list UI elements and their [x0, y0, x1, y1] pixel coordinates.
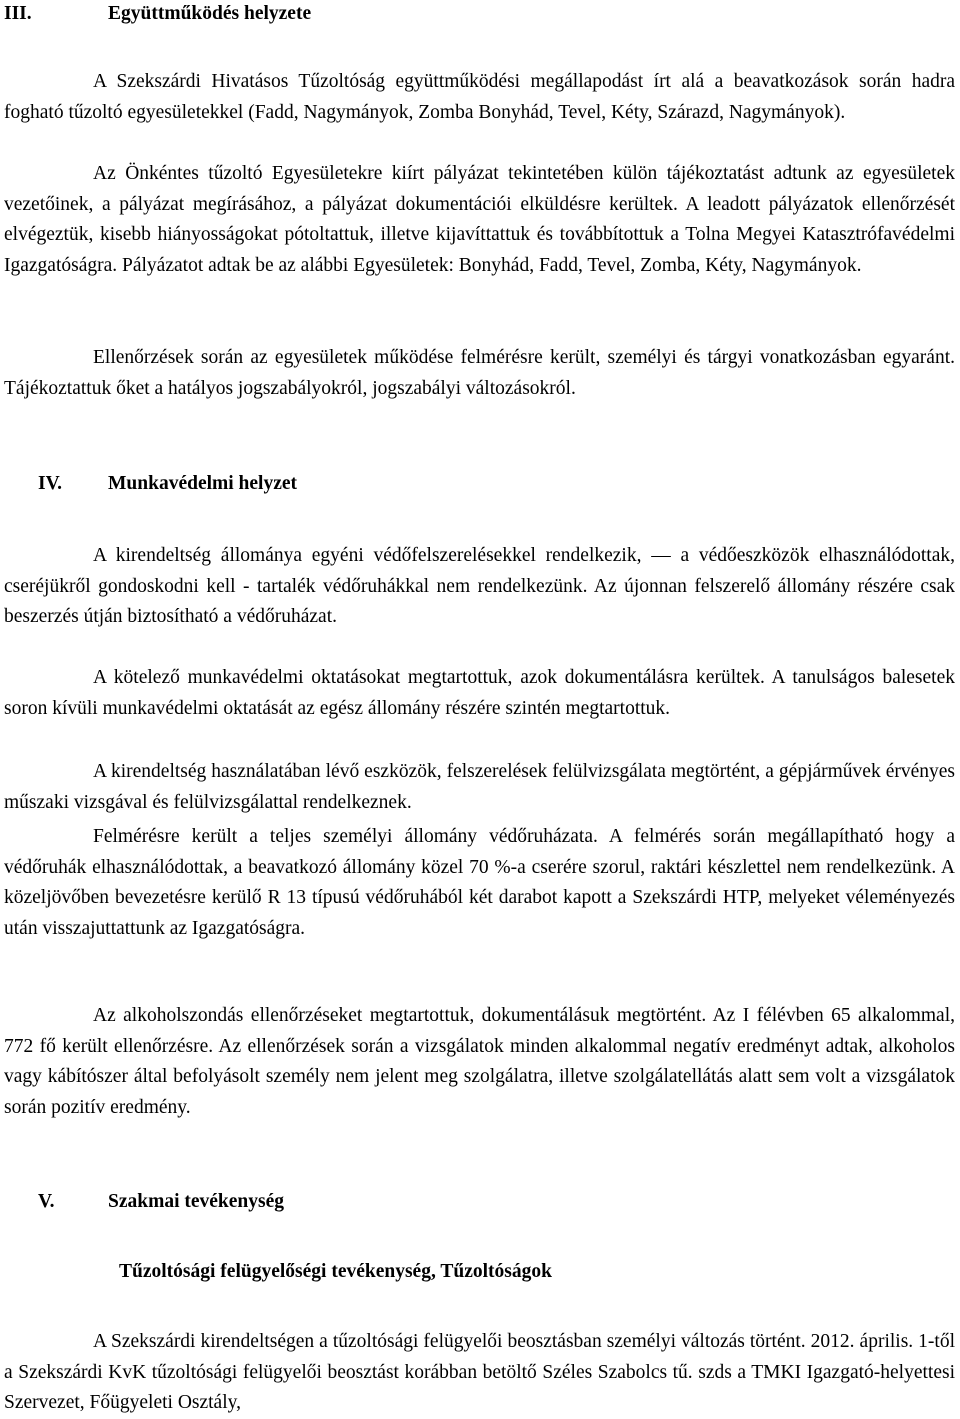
section-number: IV.: [38, 473, 63, 494]
paragraph-cooperation-agreement: A Szekszárdi Hivatásos Tűzoltóság együttműködési megállapodást írt alá a beavatkozások során hadra fogható tűzoltó egyesületekkel (Fadd, Nagymányok, Zomba Bonyhád, Tevel, Kéty, Szárazd, Nagymányok).: [4, 71, 955, 123]
section-title: Munkavédelmi helyzet: [108, 473, 298, 494]
paragraph-safety-training: A kötelező munkavédelmi oktatásokat megtartottuk, azok dokumentálásra kerültek. A tanulságos balesetek soron kívüli munkavédelmi oktatását az egész állomány részére szintén megtartottuk.: [4, 667, 955, 719]
section-heading-iv: [4, 473, 297, 495]
section-title: Szakmai tevékenység: [108, 1191, 285, 1212]
section-number: III.: [4, 3, 32, 24]
section-number: V.: [38, 1191, 55, 1212]
paragraph-personnel-change: A Szekszárdi kirendeltségen a tűzoltósági felügyelői beosztásban személyi változás történt. 2012. április. 1-től a Szekszárdi KvK tűzoltósági felügyelői beosztást korábban betöltő Széles Szabolcs tű. szds a TMKI Igazgató-helyettesi Szervezet, Főügyeleti Osztály,: [4, 1331, 955, 1414]
paragraph-protective-equipment: A kirendeltség állománya egyéni védőfelszerelésekkel rendelkezik, — a védőeszközök elhasználódottak, cseréjükről gondoskodni kell - tartalék védőruhákkal nem rendelkezünk. Az újonnan felszerelő állomány részére csak beszerzés útján biztosítható a védőruházat.: [4, 545, 955, 628]
paragraph-alcohol-tests: Az alkoholszondás ellenőrzéseket megtartottuk, dokumentálásuk megtörtént. Az I félévben 65 alkalommal, 772 fő került ellenőrzésre. Az ellenőrzések során a vizsgálatok minden alkalommal negatív eredményt adtak, alkoholos vagy kábítószer által befolyásolt személy nem jelent meg szolgálatra, illetve szolgálatellátás alatt sem volt a vizsgálatok során pozitív eredmény.: [4, 1005, 955, 1118]
section-title: Együttműködés helyzete: [108, 3, 312, 24]
paragraph-clothing-survey: Felmérésre került a teljes személyi állomány védőruházata. A felmérés során megállapítható hogy a védőruhák elhasználódottak, a beavatkozó állomány közel 70 %-a cserére szorul, raktári készlettel nem rendelkezünk. A közeljövőben bevezetésre kerülő R 13 típusú védőruhából két darabot kapott a Szekszárdi HTP, melyeket véleményezés után visszajuttattunk az Igazgatóságra.: [4, 826, 955, 939]
paragraph-equipment-review: A kirendeltség használatában lévő eszközök, felszerelések felülvizsgálata megtörtént, a gépjárművek érvényes műszaki vizsgával és felülvizsgálattal rendelkeznek.: [4, 761, 955, 813]
section-heading-iii: [4, 3, 311, 25]
section-heading-v: [4, 1191, 284, 1213]
subheading: Tűzoltósági felügyelőségi tevékenység, Tűzoltóságok: [119, 1261, 552, 1282]
paragraph-inspections: Ellenőrzések során az egyesületek működése felmérésre került, személyi és tárgyi vonatkozásban egyaránt. Tájékoztattuk őket a hatályos jogszabályokról, jogszabályi változásokról.: [4, 347, 955, 399]
paragraph-volunteer-tenders: Az Önkéntes tűzoltó Egyesületekre kiírt pályázat tekintetében külön tájékoztatást adtunk az egyesületek vezetőinek, a pályázat megírásához, a pályázat dokumentációi elküldésre kerültek. A leadott pályázatok ellenőrzését elvégeztük, kisebb hiányosságokat pótoltattuk, illetve kijavíttattuk és továbbítottuk a Tolna Megyei Katasztrófavédelmi Igazgatóságra. Pályázatot adtak be az alábbi Egyesületek: Bonyhád, Fadd, Tevel, Zomba, Kéty, Nagymányok.: [4, 163, 955, 276]
